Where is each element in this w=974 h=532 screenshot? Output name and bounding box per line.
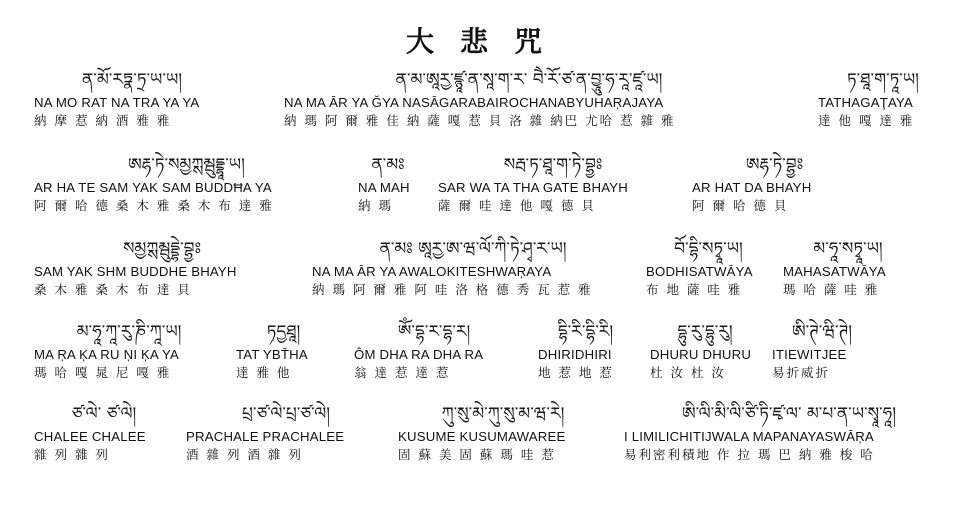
chinese-text: 翁 達 惹 達 惹 [354, 365, 451, 380]
tibetan-text: ཀུ་སུ་མེ་ཀུ་སུ་མ་ཝ་རེ། [441, 404, 565, 424]
phrase [358, 153, 418, 223]
tibetan-text: བོ་དྷི་སཏྭཱ་ཡ། [674, 239, 743, 259]
tibetan-text: ཨོཾ་དྷ་ར་དྷ་ར། [397, 322, 471, 342]
tibetan-text: ཙ་ལེ་ ཙ་ལེ། [71, 404, 137, 424]
chinese-text: 雜 列 雜 列 [34, 447, 110, 462]
tibetan-text: ཨི་ཊེ་ཝི་ཊེ། [791, 322, 853, 342]
tibetan-text: ན་མོ་རཏྣ་ཏྲ་ཡ་ཡ། [81, 70, 183, 90]
romanized-text: MA ŖA ĶA RU ŅI ĶA YA [34, 347, 179, 362]
phrase [312, 237, 634, 307]
phrase [398, 402, 608, 472]
phrase [34, 68, 230, 138]
chinese-text: 桑 木 雅 桑 木 布 達 貝 [34, 282, 192, 297]
chinese-text: 易折威折 [772, 365, 831, 380]
tibetan-text: པྲ་ཙ་ལེ་པྲ་ཙ་ལེ། [241, 404, 331, 424]
chinese-text: 達 他 嘎 達 雅 [818, 113, 915, 128]
tibetan-text: ཏ་ཐཱ་ག་ཏཱ་ཡ། [847, 70, 919, 90]
romanized-text: KUSUME KUSUMAWAREE [398, 429, 566, 444]
tibetan-text: སརྦ་ཏ་ཐཱ་ག་ཏེ་བྷྱཿ [503, 155, 603, 175]
chinese-text: 達 雅 他 [236, 365, 292, 380]
chinese-text: 納 瑪 阿 爾 雅 佳 納 薩 嘎 惹 貝 洛 雜 納巴 尤哈 惹 雜 雅 [284, 113, 676, 128]
romanized-text: DHURU DHURU [650, 347, 752, 362]
phrase [34, 320, 224, 390]
phrase [772, 320, 872, 390]
phrase [538, 320, 633, 390]
chinese-text: 阿 爾 哈 德 桑 木 雅 桑 木 布 達 雅 [34, 198, 274, 213]
chinese-text: 納 摩 惹 納 酒 雅 雅 [34, 113, 172, 128]
chinese-text: 薩 爾 哇 達 他 嘎 德 貝 [438, 198, 596, 213]
tibetan-text: ན་མཿ ཨཱརྱ་ཨ་ཝ་ལོ་ཀི་ཏེ་ཤྭ་ར་ཡ། [379, 239, 567, 259]
tibetan-text: ན་མ་ཨཱརྱ་ཛྙཱ་ན་སཱ་ག་ར་ བཻ་རོ་ཙ་ན་བྱཱུ་ཧ་རཱ་ཛཱ་ཡ། [395, 70, 663, 90]
chant-row-3 [0, 237, 974, 307]
tibetan-text: ཨརྷ་ཏེ་བྷྱཿ [745, 155, 804, 175]
chinese-text: 固 蘇 美 固 蘇 瑪 哇 惹 [398, 447, 556, 462]
tibetan-text: མ་ཧཱ་སཏྭཱ་ཡ། [813, 239, 883, 259]
chinese-text: 瑪 哈 嘎 晁 尼 嘎 雅 [34, 365, 172, 380]
romanized-text: DHIRIDHIRI [538, 347, 612, 362]
phrase [34, 402, 174, 472]
phrase [186, 402, 386, 472]
chant-row-2 [0, 153, 974, 223]
phrase [354, 320, 514, 390]
romanized-text: NA MA ĀR YA ĞYA NASĀGARABAIROCHANABYUHAŖAJAYA [284, 95, 664, 110]
romanized-text: I LIMILICHITIJWALA MAPANAYASWĀŖA [624, 429, 874, 444]
phrase [692, 153, 857, 223]
romanized-text: TATHAGAŢAYA [818, 95, 914, 110]
phrase [646, 237, 771, 307]
phrase [624, 402, 954, 472]
tibetan-text: སམྱཀྶམྦུདྡྷེ་བྷྱཿ [122, 239, 202, 259]
phrase [284, 68, 774, 138]
romanized-text: CHALEE CHALEE [34, 429, 146, 444]
tibetan-text: དྷི་རི་དྷི་རི། [557, 322, 614, 342]
tibetan-text: མ་ཧཱ་ཀཱ་རུ་ཎི་ཀཱ་ཡ། [76, 322, 182, 342]
chinese-text: 納 瑪 阿 爾 雅 阿 哇 洛 格 德 秀 瓦 惹 雅 [312, 282, 593, 297]
romanized-text: NA MAH [358, 180, 410, 195]
phrase [818, 68, 948, 138]
chinese-text: 地 惹 地 惹 [538, 365, 614, 380]
chant-row-1 [0, 68, 974, 138]
romanized-text: TAT YBŤHA [236, 347, 308, 362]
romanized-text: PRACHALE PRACHALEE [186, 429, 345, 444]
romanized-text: AR HAT DA BHAYH [692, 180, 812, 195]
page-title: 大悲咒 [405, 25, 568, 58]
tibetan-text: ཨརྷ་ཏེ་སམྱཀྶམྦུདྡྷཱ་ཡ། [128, 155, 245, 175]
romanized-text: ITIEWITJEE [772, 347, 847, 362]
romanized-text: NA MA ĀR YA AWALOKITESHWAŖAYA [312, 264, 552, 279]
romanized-text: NA MO RAT NA TRA YA YA [34, 95, 200, 110]
phrase [236, 320, 331, 390]
phrase [34, 237, 290, 307]
tibetan-text: ན་མཿ [371, 155, 405, 175]
phrase [438, 153, 668, 223]
chant-row-4 [0, 320, 974, 390]
romanized-text: SAM YAK SHM BUDDHE BHAYH [34, 264, 237, 279]
chinese-text: 瑪 哈 薩 哇 雅 [783, 282, 880, 297]
romanized-text: BODHISATWĀYA [646, 264, 753, 279]
chinese-text: 易利密利積地 作 拉 瑪 巴 納 雅 梭 哈 [624, 447, 875, 462]
tibetan-text: ཨི་ལི་མི་ལི་ཙི་ཏི་ཛྭ་ལ་ མ་པ་ན་ཡ་སྭཱ་ཧཱ། [682, 404, 896, 424]
chinese-text: 納 瑪 [358, 198, 393, 213]
romanized-text: ÔM DHA RA DHA RA [354, 347, 484, 362]
chinese-text: 布 地 薩 哇 雅 [646, 282, 743, 297]
chinese-text: 杜 汝 杜 汝 [650, 365, 726, 380]
phrase [34, 153, 339, 223]
tibetan-text: དྷུ་རུ་དྷུ་རུ། [677, 322, 733, 342]
chinese-text: 酒 雜 列 酒 雜 列 [186, 447, 303, 462]
chant-row-5 [0, 402, 974, 472]
chinese-text: 阿 爾 哈 德 貝 [692, 198, 789, 213]
romanized-text: SAR WA TA THA GATE BHAYH [438, 180, 628, 195]
romanized-text: MAHASATWĀYA [783, 264, 886, 279]
romanized-text: AR HA TE SAM YAK SAM BUDDĦA YA [34, 180, 272, 195]
phrase [650, 320, 760, 390]
tibetan-text: ཏདྱཐཱ། [266, 322, 301, 342]
phrase [783, 237, 913, 307]
